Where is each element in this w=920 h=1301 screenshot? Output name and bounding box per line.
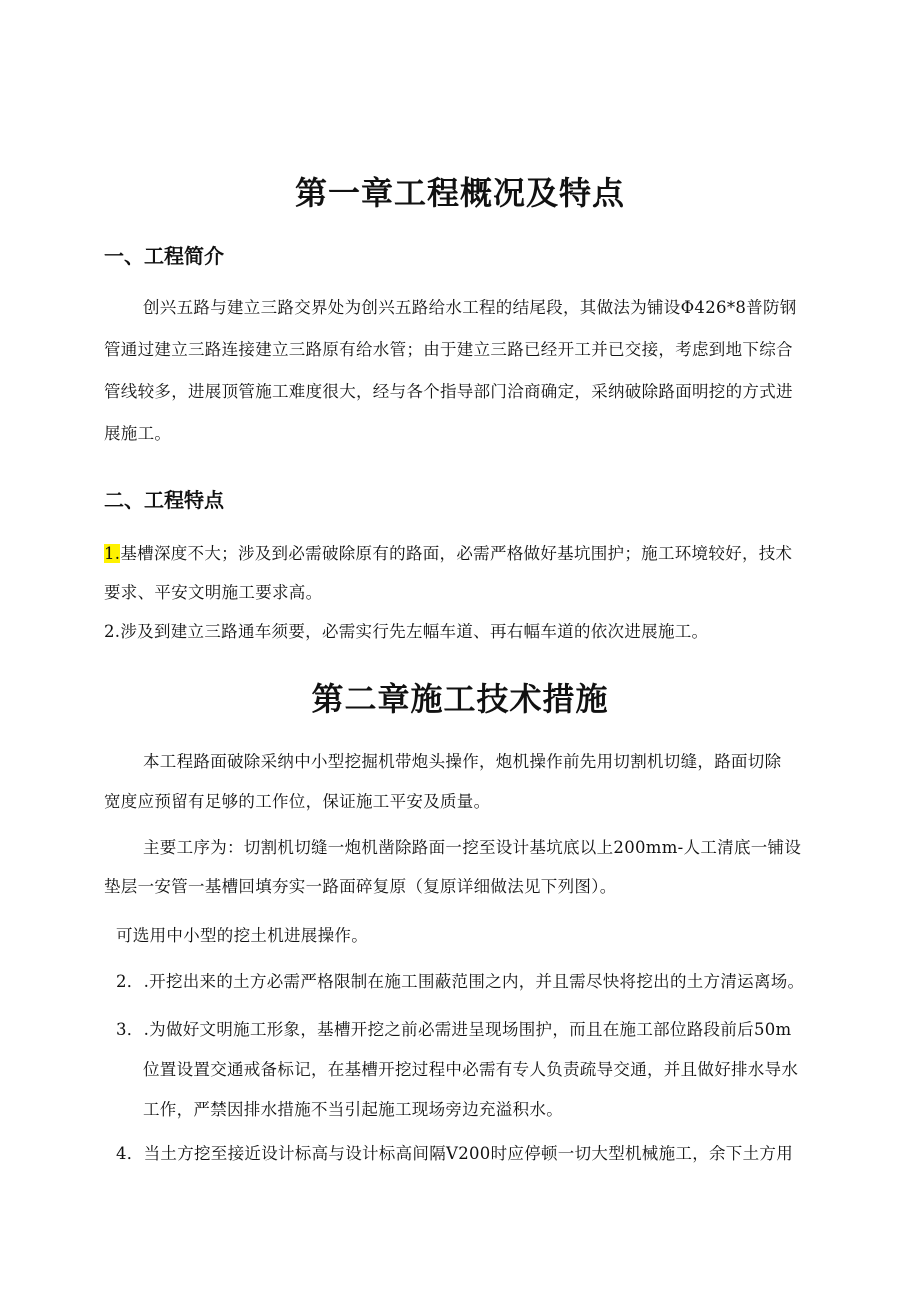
measures-para-1-line-1: 本工程路面破除采纳中小型挖掘机带炮头操作，炮机操作前先用切割机切缝，路面切除: [143, 752, 782, 771]
section-1-line-3: 管线较多，进展顶管施工难度很大，经与各个指导部门洽商确定，采纳破除路面明挖的方式进: [104, 382, 793, 401]
measures-item-4: 4．当土方挖至接近设计标高与设计标高间隔V200时应停顿一切大型机械施工，余下土方用: [116, 1144, 794, 1163]
chapter-1-title: 第一章工程概况及特点: [294, 174, 625, 212]
feature-item-1-line-1: [104, 540, 792, 564]
section-1-line-4: 展施工。: [104, 424, 172, 443]
measures-para-2-line-1: 主要工序为：切割机切缝一炮机凿除路面一挖至设计基坑底以上200mm-人工清底一铺设: [143, 838, 802, 857]
feature-item-2: 2.涉及到建立三路通车须要，必需实行先左幅车道、再右幅车道的依次进展施工。: [104, 622, 709, 641]
highlight-mark: 1.: [104, 544, 121, 563]
measures-item-2: 2．.开挖出来的土方必需严格限制在施工围蔽范围之内，并且需尽快将挖出的土方清运离场。: [116, 972, 805, 991]
measures-para-1-line-2: 宽度应预留有足够的工作位，保证施工平安及质量。: [104, 792, 491, 811]
measures-item-3-line-2: 位置设置交通戒备标记，在基槽开挖过程中必需有专人负责疏导交通，并且做好排水导水: [143, 1060, 799, 1079]
feature-item-1-text: 基槽深度不大；涉及到必需破除原有的路面，必需严格做好基坑围护；施工环境较好，技术: [120, 544, 793, 563]
section-1-line-1: 创兴五路与建立三路交界处为创兴五路给水工程的结尾段，其做法为铺设Φ426*8普防钢: [143, 298, 797, 317]
section-1-heading: 一、工程简介: [104, 244, 224, 268]
measures-item-3-line-1: 3．.为做好文明施工形象，基槽开挖之前必需进呈现场围护，而且在施工部位路段前后50m: [116, 1020, 792, 1039]
measures-para-2-line-2: 垫层一安管一基槽回填夯实一路面碎复原（复原详细做法见下列图）。: [104, 877, 617, 896]
measures-item-3-line-3: 工作，严禁因排水措施不当引起施工现场旁边充溢积水。: [143, 1100, 563, 1119]
section-2-heading: 二、工程特点: [104, 488, 224, 512]
feature-item-1-line-2: 要求、平安文明施工要求高。: [104, 583, 323, 602]
chapter-2-title: 第二章施工技术措施: [311, 680, 609, 718]
section-1-line-2: 管通过建立三路连接建立三路原有给水管；由于建立三路已经开工并已交接，考虑到地下综合: [104, 340, 793, 359]
measures-para-3: 可选用中小型的挖土机进展操作。: [116, 926, 368, 945]
